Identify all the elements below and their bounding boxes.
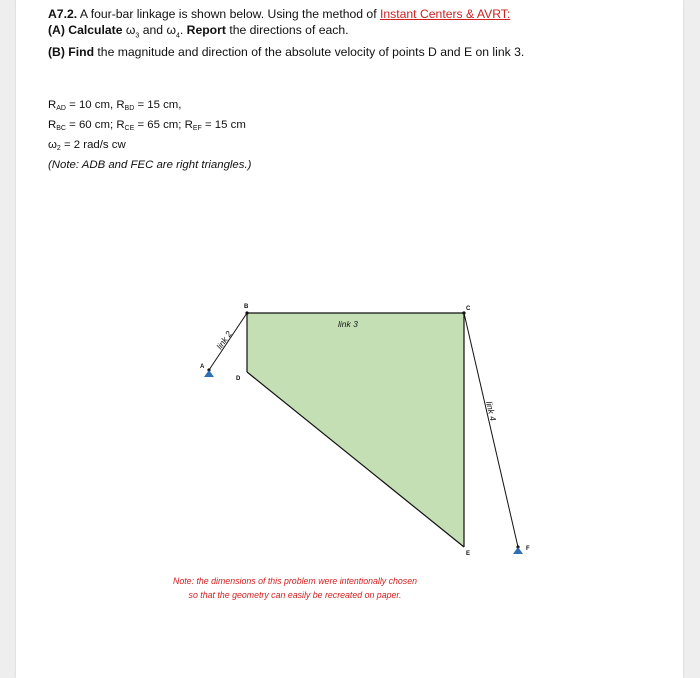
part-a-label: (A) Calculate xyxy=(48,23,123,37)
report-label: Report xyxy=(186,23,226,37)
problem-intro-text: A four-bar linkage is shown below. Using the method of xyxy=(79,7,377,21)
part-b-text: the magnitude and direction of the absolute velocity of points D and E on link 3. xyxy=(97,45,525,60)
label-link3: link 3 xyxy=(338,319,358,329)
given-line-3: $\omega_2 = 2$ rad/s cw xyxy=(48,139,126,152)
part-b-label: (B) Find xyxy=(48,45,95,60)
label-point-d: D xyxy=(236,376,241,382)
omega3-symbol: $\omega_3$ xyxy=(125,23,140,40)
joint-b xyxy=(245,311,248,314)
label-point-c: C xyxy=(466,306,471,312)
omega4-symbol: $\omega_4$ xyxy=(166,23,180,40)
dimension-note-line-2: so that the geometry can easily be recreated on paper. xyxy=(188,590,402,600)
dimension-note xyxy=(150,574,440,602)
label-point-b: B xyxy=(244,304,249,310)
ground-support-f xyxy=(513,547,523,554)
part-a-text: the directions of each. xyxy=(229,23,349,37)
part-a-line: (A) Calculate $\omega_3$ and $\omega_4$. Report the directions of each. xyxy=(48,23,349,40)
problem-number: A7.2. xyxy=(48,7,78,21)
right-triangle-note: (Note: ADB and FEC are right triangles.) xyxy=(48,159,252,171)
ground-support-a xyxy=(204,370,214,377)
label-point-e: E xyxy=(466,551,471,557)
label-point-f: F xyxy=(526,546,530,552)
given-line-1: $R_{AD} = 10$ cm, $R_{BD} = 15$ cm, xyxy=(48,99,182,112)
label-link4: link 4 xyxy=(484,400,499,422)
and-text: and xyxy=(142,23,164,37)
label-link2: link 2 xyxy=(214,329,234,352)
instant-centers-link[interactable]: Instant Centers & AVRT: xyxy=(379,7,511,21)
given-line-2: $R_{BC} = 60$ cm; $R_{CE} = 65$ cm; $R_{EF} = 15$ cm xyxy=(48,119,246,132)
link3-body xyxy=(247,313,464,547)
link4-bar xyxy=(464,313,518,547)
dimension-note-line-1: Note: the dimensions of this problem were intentionally chosen xyxy=(172,576,417,586)
label-point-a: A xyxy=(200,364,205,370)
